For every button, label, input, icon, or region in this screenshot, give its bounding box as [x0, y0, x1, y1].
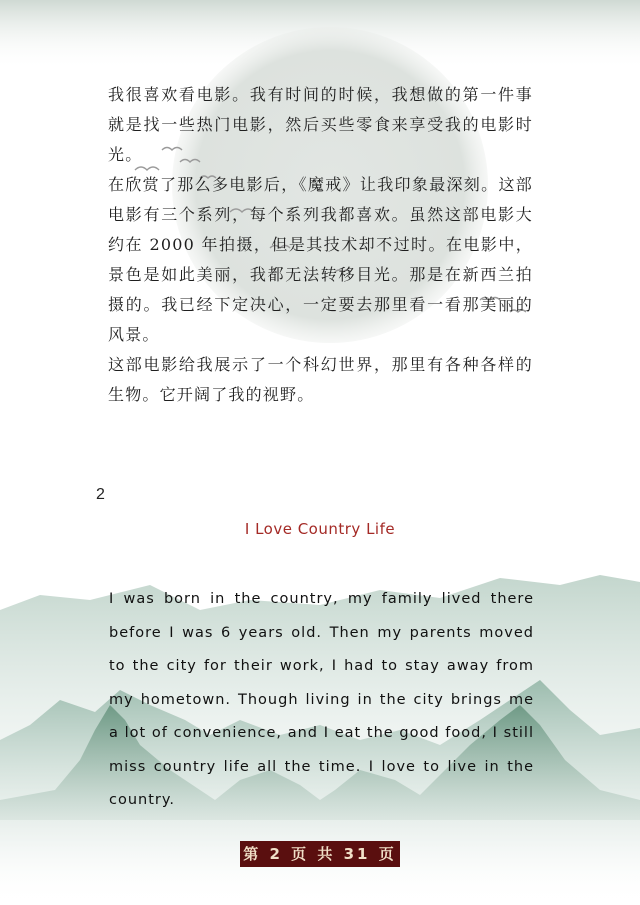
chinese-paragraph: 这部电影给我展示了一个科幻世界，那里有各种各样的生物。它开阔了我的视野。 — [108, 355, 533, 404]
chinese-paragraph: 在欣赏了那么多电影后，《魔戒》让我印象最深刻。这部电影有三个系列，每个系列我都喜欢。虽然这部电影大约在 2000 年拍摄，但是其技术却不过时。在电影中，景色是如此美丽，我都无法转移目光。那是在新西兰拍摄的。我已经下定决心，一定要去那里看一看那美丽的风景。 — [108, 175, 533, 344]
english-paragraph: I was born in the country, my family lived there before I was 6 years old. Then my parents moved to the city for their work, I had to stay away from my hometown. Though living in the city brings me a lot of convenience, and I eat the good food, I still miss country life all the time. I love to live in the country. — [109, 591, 534, 808]
chinese-paragraph: 我很喜欢看电影。我有时间的时候，我想做的第一件事就是找一些热门电影，然后买些零食来享受我的电影时光。 — [108, 85, 533, 164]
english-essay-title: I Love Country Life — [244, 520, 396, 538]
section-number: 2 — [96, 486, 105, 503]
page-footer: 第 2 页 共 31 页 — [240, 841, 400, 867]
chinese-text-block — [108, 80, 533, 410]
